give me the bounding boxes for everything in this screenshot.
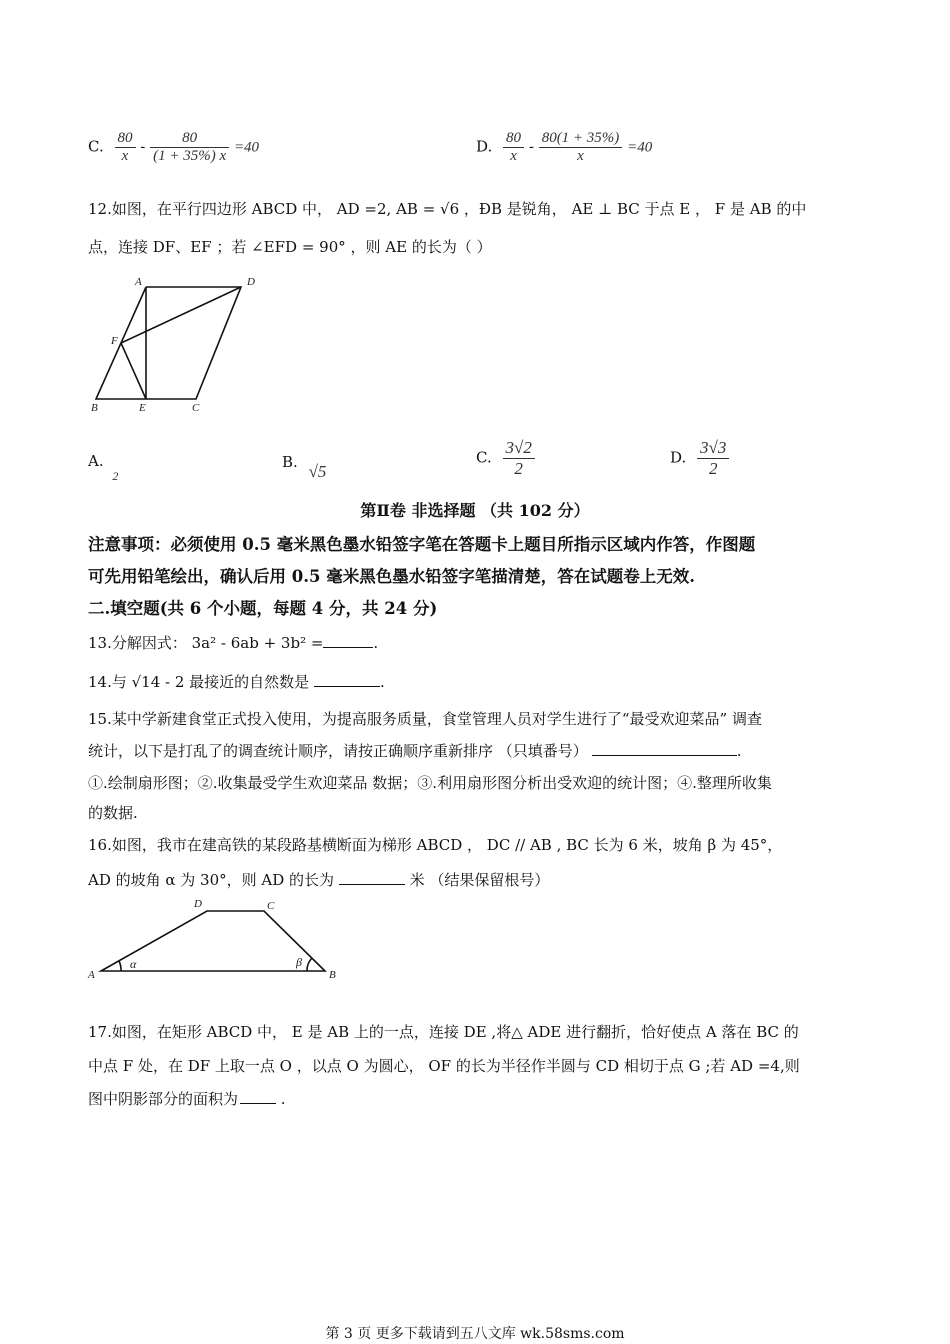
fraction: $\frac{80(1 + 35\%)}{x}$ (539, 130, 623, 165)
q17-line2: 中点 F 处，在 DF 上取一点 O ，以点 O 为圆心， OF 的长为半径作半圆与 CD 相切于点 G ;若 AD =4,则 (88, 1057, 800, 1075)
answer-blank (240, 1089, 276, 1104)
label-c: C (267, 900, 275, 912)
label-e: E (139, 402, 146, 414)
option-label: C. (88, 137, 104, 156)
label-c: C (192, 402, 200, 414)
q15-line1: 15.某中学新建食堂正式投入使用，为提高服务质量，食堂管理人员对学生进行了“最受欢迎菜品” 调查 (88, 710, 762, 728)
label-d: D (247, 276, 255, 288)
fraction: $\frac{80}{x}$ (115, 130, 136, 165)
label-a: A (135, 276, 142, 288)
q13: 13.分解因式： 3a² - 6ab + 3b² = . (88, 634, 379, 652)
q12-option-d: D. $\frac{3√3}{2}$ (670, 438, 729, 479)
q16-trapezoid-figure (84, 894, 344, 986)
q12-option-c: C. $\frac{3√2}{2}$ (476, 438, 535, 479)
angle-alpha-arc (119, 961, 121, 971)
segment-fd (121, 287, 241, 343)
label-b: B (329, 969, 336, 981)
q11-option-d: D. $\frac{80}{x}$ - $\frac{80(1 + 35\%)}{x}$ =40 (476, 130, 653, 164)
answer-blank (339, 870, 405, 885)
label-f: F (111, 335, 118, 347)
angle-beta-arc (307, 958, 312, 971)
answer-blank (592, 741, 737, 756)
page-footer: 第 3 页 更多下载请到五八文库 wk.58sms.com (325, 1326, 625, 1342)
q15-line4: 的数据. (88, 804, 138, 822)
label-beta: β (296, 955, 302, 969)
notice-line2: 可先用铅笔绘出，确认后用 0.5 毫米黑色墨水铅签字笔描清楚，答在试题卷上无效. (88, 567, 695, 586)
answer-blank (314, 672, 380, 687)
fraction: $\frac{80}{(1 + 35\%) x}$ (150, 130, 229, 165)
q12-parallelogram-figure (86, 272, 266, 417)
q17-line3: 图中阴影部分的面积为 . (88, 1090, 286, 1108)
q12-option-a: A. $_2$ (88, 452, 119, 483)
section-title: 第Ⅱ卷 非选择题 （共 102 分） (360, 501, 590, 520)
label-d: D (194, 898, 202, 910)
answer-blank (323, 633, 373, 648)
label-b: B (91, 402, 98, 414)
fraction: $\frac{80}{x}$ (503, 130, 524, 165)
label-alpha: α (130, 957, 137, 971)
parallelogram-abcd (96, 287, 241, 399)
q12-line2: 点，连接 DF、EF ；若 ∠EFD = 90° ，则 AE 的长为（ ） (88, 238, 492, 256)
q12-line1: 12.如图，在平行四边形 ABCD 中， AD =2, AB = √6 ，ÐB 是锐角， AE ⊥ BC 于点 E ， F 是 AB 的中 (88, 200, 807, 218)
q16-line2: AD 的坡角 α 为 30°，则 AD 的长为 米 （结果保留根号） (88, 871, 550, 889)
option-label: D. (476, 137, 493, 156)
label-a: A (88, 969, 95, 981)
q16-line1: 16.如图，我市在建高铁的某段路基横断面为梯形 ABCD ， DC // AB , BC 长为 6 米，坡角 β 为 45°， (88, 836, 783, 854)
segment-fe (121, 343, 146, 399)
q15-line2: 统计，以下是打乱了的调查统计顺序，请按正确顺序重新排序 （只填番号） . (88, 742, 742, 760)
q15-line3: ①.绘制扇形图；②.收集最受学生欢迎菜品 数据；③.利用扇形图分析出受欢迎的统计图；④.整理所收集 (88, 774, 772, 792)
q17-line1: 17.如图，在矩形 ABCD 中， E 是 AB 上的一点，连接 DE ,将△ ADE 进行翻折，恰好使点 A 落在 BC 的 (88, 1023, 799, 1041)
q14: 14.与 √14 - 2 最接近的自然数是 . (88, 673, 385, 691)
part2-heading: 二.填空题(共 6 个小题，每题 4 分，共 24 分) (88, 599, 438, 618)
q12-option-b: B. √5 (282, 453, 327, 481)
notice-line1: 注意事项：必须使用 0.5 毫米黑色墨水铅签字笔在答题卡上题目所指示区域内作答，作图题 (88, 535, 756, 554)
q11-option-c: C. $\frac{80}{x}$ - $\frac{80}{(1 + 35\%) x}$ =40 (88, 130, 260, 164)
